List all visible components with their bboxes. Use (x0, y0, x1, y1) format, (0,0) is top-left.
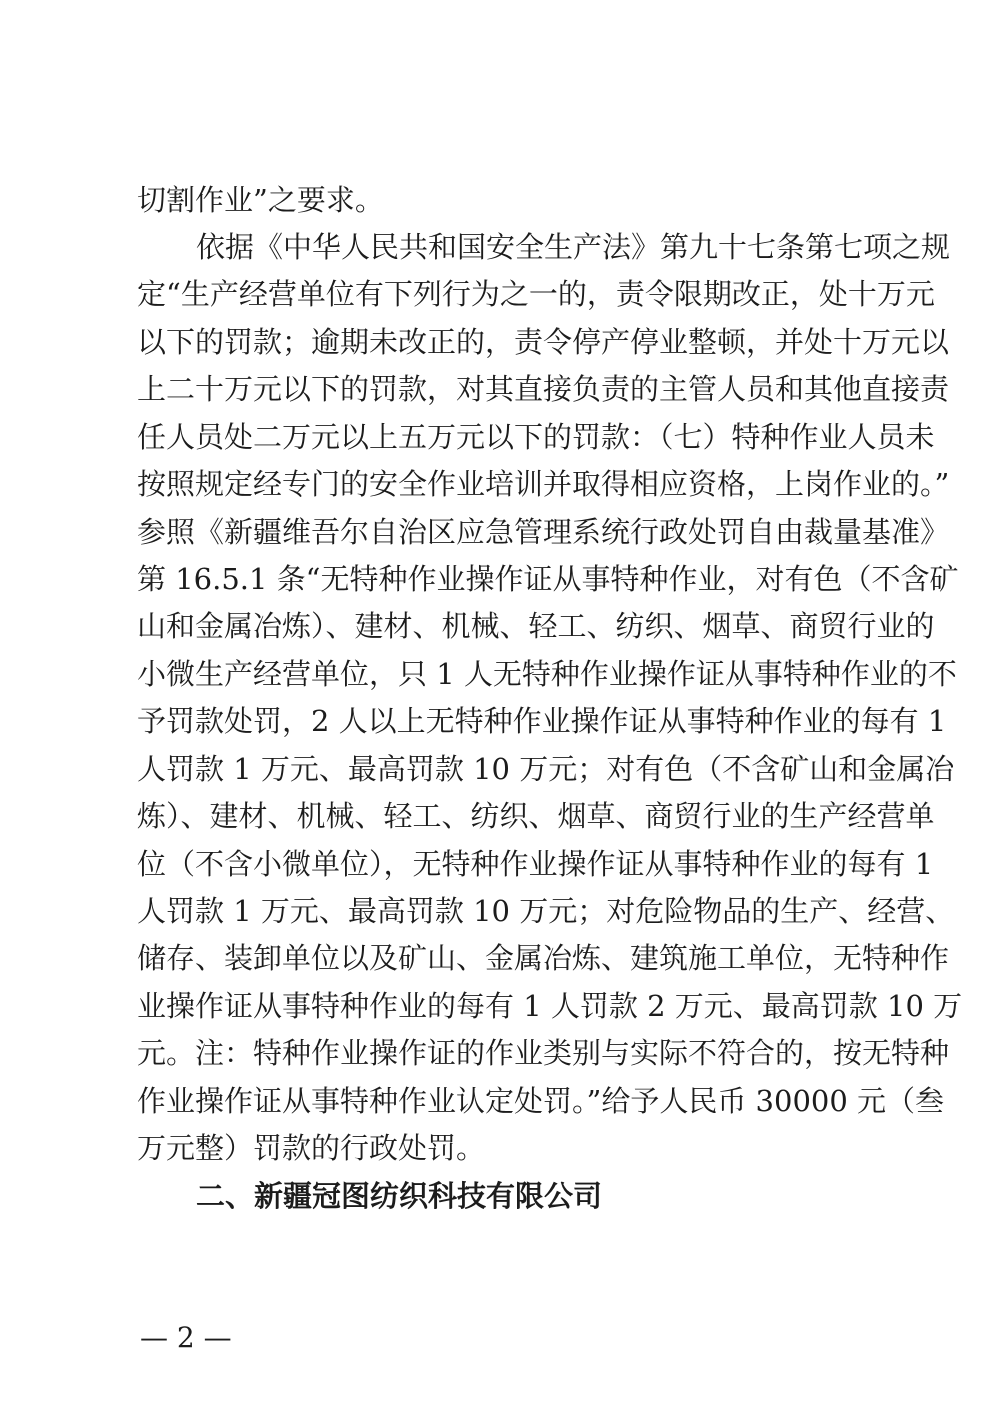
text-line: 人罚款 1 万元、最高罚款 10 万元；对危险物品的生产、经营、 (137, 894, 955, 928)
text-line: 任人员处二万元以上五万元以下的罚款：（七）特种作业人员未 (137, 420, 935, 454)
text-line: 储存、装卸单位以及矿山、金属冶炼、建筑施工单位，无特种作 (137, 941, 950, 975)
section-heading: 二、新疆冠图纺织科技有限公司 (196, 1179, 603, 1213)
text-line: 位（不含小微单位），无特种作业操作证从事特种作业的每有 1 (137, 847, 934, 881)
text-line: 定“生产经营单位有下列行为之一的，责令限期改正，处十万元 (137, 277, 935, 311)
text-line: 山和金属冶炼）、建材、机械、轻工、纺织、烟草、商贸行业的 (137, 609, 935, 643)
page-number: — 2 — (140, 1321, 232, 1354)
text-line: 元。注：特种作业操作证的作业类别与实际不符合的，按无特种 (137, 1036, 950, 1070)
text-line: 业操作证从事特种作业的每有 1 人罚款 2 万元、最高罚款 10 万 (137, 989, 963, 1023)
text-line: 参照《新疆维吾尔自治区应急管理系统行政处罚自由裁量基准》 (137, 515, 950, 549)
text-line: 第 16.5.1 条“无特种作业操作证从事特种作业，对有色（不含矿 (137, 562, 959, 596)
text-line: 万元整）罚款的行政处罚。 (137, 1131, 486, 1165)
text-line: 作业操作证从事特种作业认定处罚。”给予人民币 30000 元（叁 (137, 1084, 945, 1118)
text-line: 炼）、建材、机械、轻工、纺织、烟草、商贸行业的生产经营单 (137, 799, 935, 833)
text-line: 切割作业”之要求。 (137, 183, 384, 217)
text-line: 按照规定经专门的安全作业培训并取得相应资格，上岗作业的。” (137, 467, 950, 501)
text-line: 依据《中华人民共和国安全生产法》第九十七条第七项之规 (196, 230, 951, 264)
text-line: 人罚款 1 万元、最高罚款 10 万元；对有色（不含矿山和金属冶 (137, 752, 955, 786)
text-line: 上二十万元以下的罚款，对其直接负责的主管人员和其他直接责 (137, 372, 950, 406)
text-line: 予罚款处罚，2 人以上无特种作业操作证从事特种作业的每有 1 (137, 704, 947, 738)
text-line: 以下的罚款；逾期未改正的，责令停产停业整顿，并处十万元以 (137, 325, 950, 359)
text-line: 小微生产经营单位，只 1 人无特种作业操作证从事特种作业的不 (137, 657, 957, 691)
